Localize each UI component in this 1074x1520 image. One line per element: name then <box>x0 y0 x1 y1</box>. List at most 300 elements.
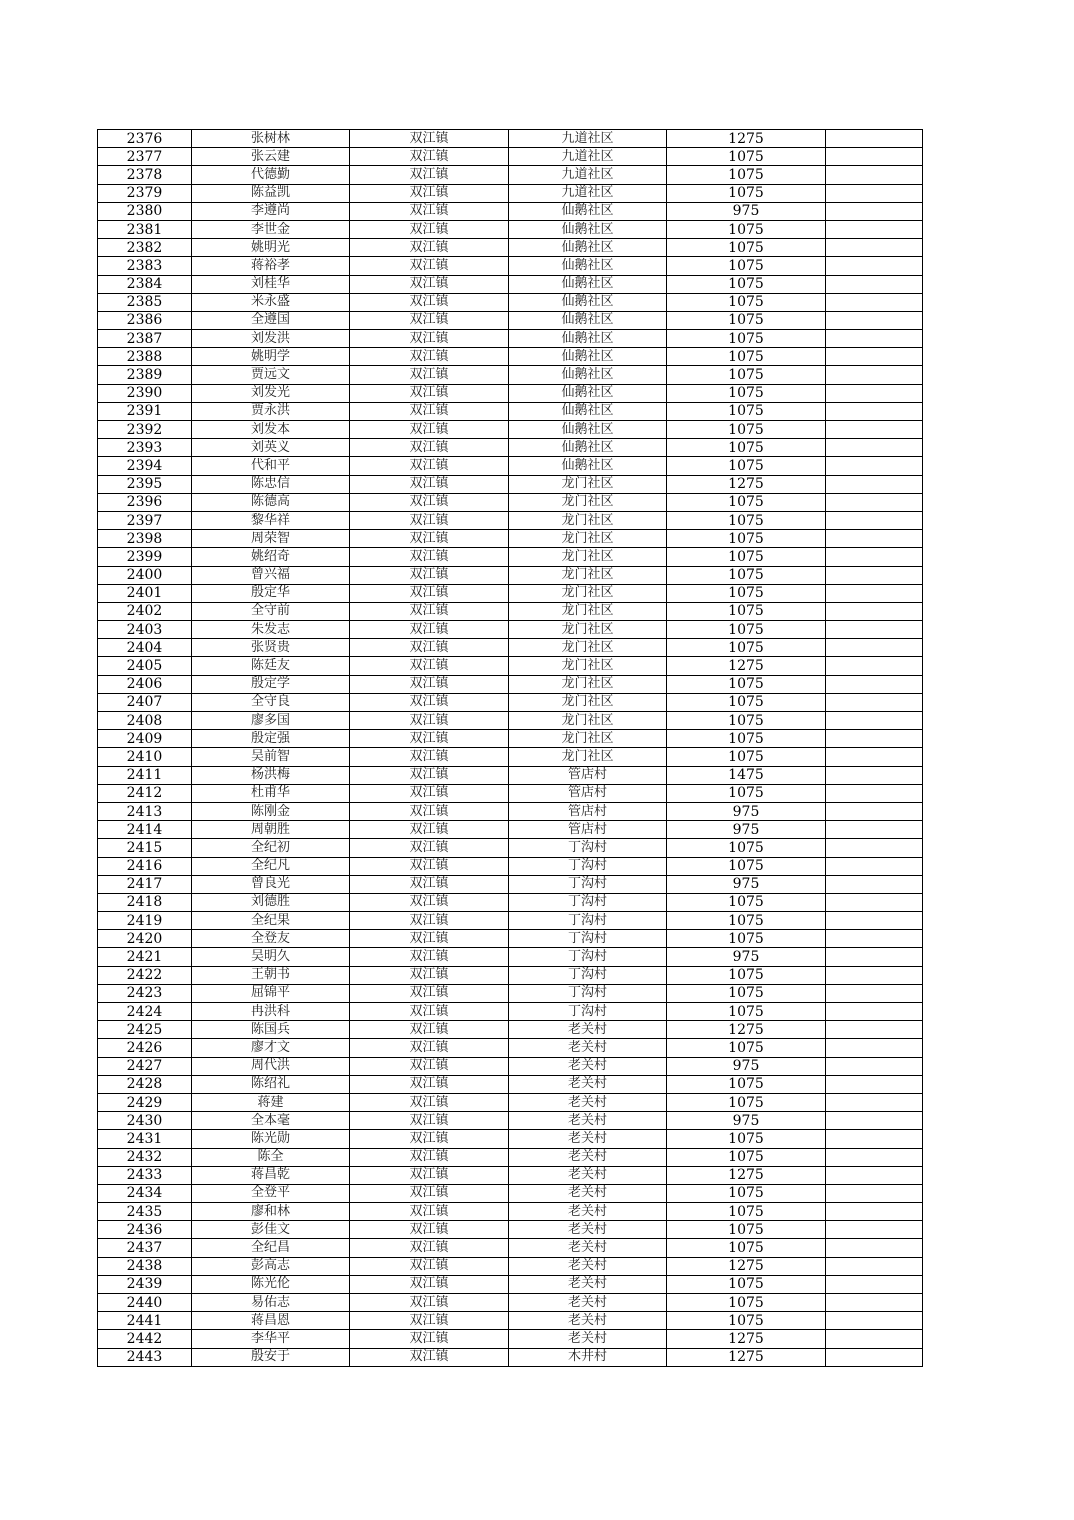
village-cell: 老关村 <box>509 1039 667 1057</box>
serial-number-cell: 2431 <box>98 1130 192 1148</box>
table-row <box>98 639 923 657</box>
amount-cell: 1075 <box>667 602 826 620</box>
serial-number-cell: 2425 <box>98 1021 192 1039</box>
remark-cell <box>826 457 923 475</box>
village-cell: 丁沟村 <box>509 875 667 893</box>
remark-cell <box>826 748 923 766</box>
name-cell: 刘发本 <box>192 421 350 439</box>
table-row <box>98 530 923 548</box>
table-row <box>98 366 923 384</box>
remark-cell <box>826 220 923 238</box>
village-cell: 龙门社区 <box>509 584 667 602</box>
name-cell: 廖和林 <box>192 1203 350 1221</box>
table-row <box>98 348 923 366</box>
table-row <box>98 239 923 257</box>
serial-number-cell: 2413 <box>98 802 192 820</box>
town-cell: 双江镇 <box>350 366 509 384</box>
remark-cell <box>826 675 923 693</box>
table-row <box>98 1221 923 1239</box>
amount-cell: 975 <box>667 1057 826 1075</box>
village-cell: 龙门社区 <box>509 712 667 730</box>
serial-number-cell: 2379 <box>98 184 192 202</box>
amount-cell: 1075 <box>667 257 826 275</box>
serial-number-cell: 2405 <box>98 657 192 675</box>
remark-cell <box>826 384 923 402</box>
town-cell: 双江镇 <box>350 748 509 766</box>
table-row <box>98 984 923 1002</box>
name-cell: 殷定华 <box>192 584 350 602</box>
serial-number-cell: 2393 <box>98 439 192 457</box>
name-cell: 代和平 <box>192 457 350 475</box>
town-cell: 双江镇 <box>350 239 509 257</box>
table-row <box>98 748 923 766</box>
remark-cell <box>826 984 923 1002</box>
remark-cell <box>826 639 923 657</box>
serial-number-cell: 2443 <box>98 1348 192 1366</box>
table-row <box>98 330 923 348</box>
village-cell: 老关村 <box>509 1112 667 1130</box>
amount-cell: 1075 <box>667 421 826 439</box>
remark-cell <box>826 1330 923 1348</box>
remark-cell <box>826 348 923 366</box>
table-row <box>98 875 923 893</box>
table-row <box>98 821 923 839</box>
amount-cell: 975 <box>667 202 826 220</box>
remark-cell <box>826 693 923 711</box>
town-cell: 双江镇 <box>350 1203 509 1221</box>
amount-cell: 975 <box>667 875 826 893</box>
name-cell: 蒋建 <box>192 1093 350 1111</box>
name-cell: 全本毫 <box>192 1112 350 1130</box>
table-row <box>98 1312 923 1330</box>
town-cell: 双江镇 <box>350 893 509 911</box>
town-cell: 双江镇 <box>350 821 509 839</box>
name-cell: 曾良光 <box>192 875 350 893</box>
amount-cell: 1275 <box>667 475 826 493</box>
name-cell: 周代洪 <box>192 1057 350 1075</box>
name-cell: 陈德高 <box>192 493 350 511</box>
town-cell: 双江镇 <box>350 257 509 275</box>
amount-cell: 1075 <box>667 1003 826 1021</box>
amount-cell: 1075 <box>667 675 826 693</box>
town-cell: 双江镇 <box>350 220 509 238</box>
serial-number-cell: 2401 <box>98 584 192 602</box>
name-cell: 陈绍礼 <box>192 1075 350 1093</box>
name-cell: 姚绍奇 <box>192 548 350 566</box>
remark-cell <box>826 602 923 620</box>
amount-cell: 1075 <box>667 893 826 911</box>
name-cell: 易佑志 <box>192 1294 350 1312</box>
village-cell: 仙鹅社区 <box>509 457 667 475</box>
village-cell: 龙门社区 <box>509 621 667 639</box>
name-cell: 陈忠信 <box>192 475 350 493</box>
remark-cell <box>826 948 923 966</box>
serial-number-cell: 2403 <box>98 621 192 639</box>
amount-cell: 1075 <box>667 348 826 366</box>
village-cell: 龙门社区 <box>509 602 667 620</box>
serial-number-cell: 2427 <box>98 1057 192 1075</box>
table-row <box>98 293 923 311</box>
amount-cell: 1075 <box>667 566 826 584</box>
remark-cell <box>826 439 923 457</box>
table-row <box>98 220 923 238</box>
name-cell: 代德勤 <box>192 166 350 184</box>
name-cell: 陈刚金 <box>192 802 350 820</box>
serial-number-cell: 2398 <box>98 530 192 548</box>
name-cell: 陈光伦 <box>192 1275 350 1293</box>
remark-cell <box>826 930 923 948</box>
name-cell: 李遵尚 <box>192 202 350 220</box>
amount-cell: 1075 <box>667 439 826 457</box>
town-cell: 双江镇 <box>350 1312 509 1330</box>
serial-number-cell: 2404 <box>98 639 192 657</box>
amount-cell: 1075 <box>667 548 826 566</box>
town-cell: 双江镇 <box>350 548 509 566</box>
name-cell: 殷定学 <box>192 675 350 693</box>
table-row <box>98 311 923 329</box>
village-cell: 龙门社区 <box>509 730 667 748</box>
town-cell: 双江镇 <box>350 1039 509 1057</box>
amount-cell: 1075 <box>667 1148 826 1166</box>
table-row <box>98 657 923 675</box>
remark-cell <box>826 530 923 548</box>
serial-number-cell: 2390 <box>98 384 192 402</box>
table-row <box>98 1203 923 1221</box>
serial-number-cell: 2422 <box>98 966 192 984</box>
table-row <box>98 1348 923 1366</box>
table-row <box>98 948 923 966</box>
name-cell: 刘发光 <box>192 384 350 402</box>
amount-cell: 1075 <box>667 1130 826 1148</box>
amount-cell: 1275 <box>667 1348 826 1366</box>
serial-number-cell: 2378 <box>98 166 192 184</box>
serial-number-cell: 2396 <box>98 493 192 511</box>
amount-cell: 1275 <box>667 1166 826 1184</box>
serial-number-cell: 2383 <box>98 257 192 275</box>
remark-cell <box>826 566 923 584</box>
serial-number-cell: 2416 <box>98 857 192 875</box>
amount-cell: 975 <box>667 802 826 820</box>
serial-number-cell: 2411 <box>98 766 192 784</box>
town-cell: 双江镇 <box>350 966 509 984</box>
amount-cell: 1075 <box>667 712 826 730</box>
amount-cell: 1075 <box>667 457 826 475</box>
name-cell: 周朝胜 <box>192 821 350 839</box>
remark-cell <box>826 621 923 639</box>
amount-cell: 1075 <box>667 839 826 857</box>
remark-cell <box>826 802 923 820</box>
table-row <box>98 912 923 930</box>
serial-number-cell: 2438 <box>98 1257 192 1275</box>
town-cell: 双江镇 <box>350 1057 509 1075</box>
remark-cell <box>826 1093 923 1111</box>
name-cell: 张云建 <box>192 148 350 166</box>
amount-cell: 1075 <box>667 1239 826 1257</box>
name-cell: 蒋昌乾 <box>192 1166 350 1184</box>
town-cell: 双江镇 <box>350 712 509 730</box>
town-cell: 双江镇 <box>350 457 509 475</box>
name-cell: 刘发洪 <box>192 330 350 348</box>
town-cell: 双江镇 <box>350 839 509 857</box>
village-cell: 仙鹅社区 <box>509 384 667 402</box>
village-cell: 木井村 <box>509 1348 667 1366</box>
town-cell: 双江镇 <box>350 984 509 1002</box>
serial-number-cell: 2380 <box>98 202 192 220</box>
serial-number-cell: 2435 <box>98 1203 192 1221</box>
village-cell: 龙门社区 <box>509 693 667 711</box>
serial-number-cell: 2400 <box>98 566 192 584</box>
table-row <box>98 966 923 984</box>
amount-cell: 1075 <box>667 857 826 875</box>
amount-cell: 1075 <box>667 1221 826 1239</box>
remark-cell <box>826 1348 923 1366</box>
town-cell: 双江镇 <box>350 930 509 948</box>
remark-cell <box>826 1057 923 1075</box>
table-row <box>98 1239 923 1257</box>
serial-number-cell: 2394 <box>98 457 192 475</box>
serial-number-cell: 2436 <box>98 1221 192 1239</box>
village-cell: 仙鹅社区 <box>509 402 667 420</box>
village-cell: 仙鹅社区 <box>509 311 667 329</box>
town-cell: 双江镇 <box>350 857 509 875</box>
serial-number-cell: 2385 <box>98 293 192 311</box>
table-row <box>98 566 923 584</box>
amount-cell: 1275 <box>667 1330 826 1348</box>
name-cell: 廖才文 <box>192 1039 350 1057</box>
town-cell: 双江镇 <box>350 1348 509 1366</box>
amount-cell: 1075 <box>667 984 826 1002</box>
table-row <box>98 1112 923 1130</box>
table-row <box>98 130 923 148</box>
town-cell: 双江镇 <box>350 566 509 584</box>
town-cell: 双江镇 <box>350 730 509 748</box>
name-cell: 杜甫华 <box>192 784 350 802</box>
serial-number-cell: 2397 <box>98 511 192 529</box>
serial-number-cell: 2417 <box>98 875 192 893</box>
table-row <box>98 493 923 511</box>
town-cell: 双江镇 <box>350 493 509 511</box>
town-cell: 双江镇 <box>350 802 509 820</box>
town-cell: 双江镇 <box>350 439 509 457</box>
serial-number-cell: 2406 <box>98 675 192 693</box>
table-row <box>98 712 923 730</box>
village-cell: 丁沟村 <box>509 930 667 948</box>
table-row <box>98 511 923 529</box>
village-cell: 老关村 <box>509 1021 667 1039</box>
village-cell: 丁沟村 <box>509 912 667 930</box>
village-cell: 仙鹅社区 <box>509 330 667 348</box>
amount-cell: 1075 <box>667 366 826 384</box>
name-cell: 全守前 <box>192 602 350 620</box>
town-cell: 双江镇 <box>350 948 509 966</box>
remark-cell <box>826 1130 923 1148</box>
town-cell: 双江镇 <box>350 1275 509 1293</box>
remark-cell <box>826 311 923 329</box>
serial-number-cell: 2408 <box>98 712 192 730</box>
roster-table <box>97 129 923 1367</box>
village-cell: 龙门社区 <box>509 657 667 675</box>
table-row <box>98 730 923 748</box>
table-row <box>98 784 923 802</box>
amount-cell: 1075 <box>667 1039 826 1057</box>
amount-cell: 1075 <box>667 166 826 184</box>
remark-cell <box>826 421 923 439</box>
remark-cell <box>826 966 923 984</box>
amount-cell: 1075 <box>667 1275 826 1293</box>
serial-number-cell: 2430 <box>98 1112 192 1130</box>
town-cell: 双江镇 <box>350 384 509 402</box>
town-cell: 双江镇 <box>350 875 509 893</box>
village-cell: 仙鹅社区 <box>509 439 667 457</box>
table-row <box>98 257 923 275</box>
village-cell: 龙门社区 <box>509 548 667 566</box>
amount-cell: 1075 <box>667 693 826 711</box>
town-cell: 双江镇 <box>350 912 509 930</box>
name-cell: 全纪凡 <box>192 857 350 875</box>
name-cell: 全纪昌 <box>192 1239 350 1257</box>
amount-cell: 975 <box>667 821 826 839</box>
table-row <box>98 1330 923 1348</box>
village-cell: 仙鹅社区 <box>509 348 667 366</box>
remark-cell <box>826 730 923 748</box>
name-cell: 蒋裕孝 <box>192 257 350 275</box>
amount-cell: 1075 <box>667 275 826 293</box>
village-cell: 丁沟村 <box>509 839 667 857</box>
remark-cell <box>826 1148 923 1166</box>
amount-cell: 1075 <box>667 1203 826 1221</box>
name-cell: 吴前智 <box>192 748 350 766</box>
remark-cell <box>826 475 923 493</box>
serial-number-cell: 2376 <box>98 130 192 148</box>
town-cell: 双江镇 <box>350 1221 509 1239</box>
village-cell: 仙鹅社区 <box>509 220 667 238</box>
remark-cell <box>826 1112 923 1130</box>
town-cell: 双江镇 <box>350 202 509 220</box>
table-row <box>98 421 923 439</box>
town-cell: 双江镇 <box>350 675 509 693</box>
village-cell: 仙鹅社区 <box>509 275 667 293</box>
village-cell: 九道社区 <box>509 184 667 202</box>
table-row <box>98 893 923 911</box>
name-cell: 李世金 <box>192 220 350 238</box>
town-cell: 双江镇 <box>350 293 509 311</box>
serial-number-cell: 2421 <box>98 948 192 966</box>
name-cell: 屈锦平 <box>192 984 350 1002</box>
serial-number-cell: 2429 <box>98 1093 192 1111</box>
village-cell: 老关村 <box>509 1221 667 1239</box>
town-cell: 双江镇 <box>350 1130 509 1148</box>
amount-cell: 1075 <box>667 1294 826 1312</box>
amount-cell: 1075 <box>667 784 826 802</box>
remark-cell <box>826 293 923 311</box>
village-cell: 九道社区 <box>509 166 667 184</box>
serial-number-cell: 2391 <box>98 402 192 420</box>
name-cell: 张树林 <box>192 130 350 148</box>
name-cell: 杨洪梅 <box>192 766 350 784</box>
amount-cell: 1075 <box>667 384 826 402</box>
village-cell: 仙鹅社区 <box>509 202 667 220</box>
table-row <box>98 184 923 202</box>
table-row <box>98 1021 923 1039</box>
village-cell: 龙门社区 <box>509 475 667 493</box>
table-row <box>98 1130 923 1148</box>
serial-number-cell: 2440 <box>98 1294 192 1312</box>
table-row <box>98 584 923 602</box>
remark-cell <box>826 330 923 348</box>
village-cell: 老关村 <box>509 1239 667 1257</box>
village-cell: 丁沟村 <box>509 857 667 875</box>
town-cell: 双江镇 <box>350 1093 509 1111</box>
amount-cell: 1075 <box>667 220 826 238</box>
amount-cell: 1275 <box>667 657 826 675</box>
table-row <box>98 802 923 820</box>
table-row <box>98 1148 923 1166</box>
remark-cell <box>826 257 923 275</box>
town-cell: 双江镇 <box>350 1184 509 1202</box>
amount-cell: 1075 <box>667 493 826 511</box>
serial-number-cell: 2392 <box>98 421 192 439</box>
remark-cell <box>826 857 923 875</box>
village-cell: 龙门社区 <box>509 639 667 657</box>
amount-cell: 1075 <box>667 530 826 548</box>
serial-number-cell: 2386 <box>98 311 192 329</box>
town-cell: 双江镇 <box>350 511 509 529</box>
village-cell: 龙门社区 <box>509 675 667 693</box>
name-cell: 全遵国 <box>192 311 350 329</box>
table-row <box>98 202 923 220</box>
name-cell: 陈益凯 <box>192 184 350 202</box>
remark-cell <box>826 493 923 511</box>
remark-cell <box>826 1003 923 1021</box>
table-row <box>98 1003 923 1021</box>
remark-cell <box>826 148 923 166</box>
village-cell: 丁沟村 <box>509 893 667 911</box>
table-row <box>98 839 923 857</box>
town-cell: 双江镇 <box>350 1257 509 1275</box>
table-row <box>98 148 923 166</box>
village-cell: 老关村 <box>509 1275 667 1293</box>
village-cell: 丁沟村 <box>509 948 667 966</box>
town-cell: 双江镇 <box>350 1021 509 1039</box>
village-cell: 九道社区 <box>509 130 667 148</box>
town-cell: 双江镇 <box>350 166 509 184</box>
village-cell: 龙门社区 <box>509 566 667 584</box>
remark-cell <box>826 1257 923 1275</box>
amount-cell: 1475 <box>667 766 826 784</box>
amount-cell: 1275 <box>667 1257 826 1275</box>
serial-number-cell: 2389 <box>98 366 192 384</box>
name-cell: 冉洪科 <box>192 1003 350 1021</box>
remark-cell <box>826 1275 923 1293</box>
remark-cell <box>826 1075 923 1093</box>
name-cell: 廖多国 <box>192 712 350 730</box>
serial-number-cell: 2409 <box>98 730 192 748</box>
village-cell: 老关村 <box>509 1294 667 1312</box>
town-cell: 双江镇 <box>350 530 509 548</box>
village-cell: 老关村 <box>509 1184 667 1202</box>
village-cell: 龙门社区 <box>509 748 667 766</box>
town-cell: 双江镇 <box>350 1239 509 1257</box>
name-cell: 曾兴福 <box>192 566 350 584</box>
village-cell: 龙门社区 <box>509 530 667 548</box>
remark-cell <box>826 1203 923 1221</box>
village-cell: 老关村 <box>509 1130 667 1148</box>
table-row <box>98 548 923 566</box>
town-cell: 双江镇 <box>350 402 509 420</box>
name-cell: 姚明光 <box>192 239 350 257</box>
name-cell: 吴明久 <box>192 948 350 966</box>
town-cell: 双江镇 <box>350 693 509 711</box>
